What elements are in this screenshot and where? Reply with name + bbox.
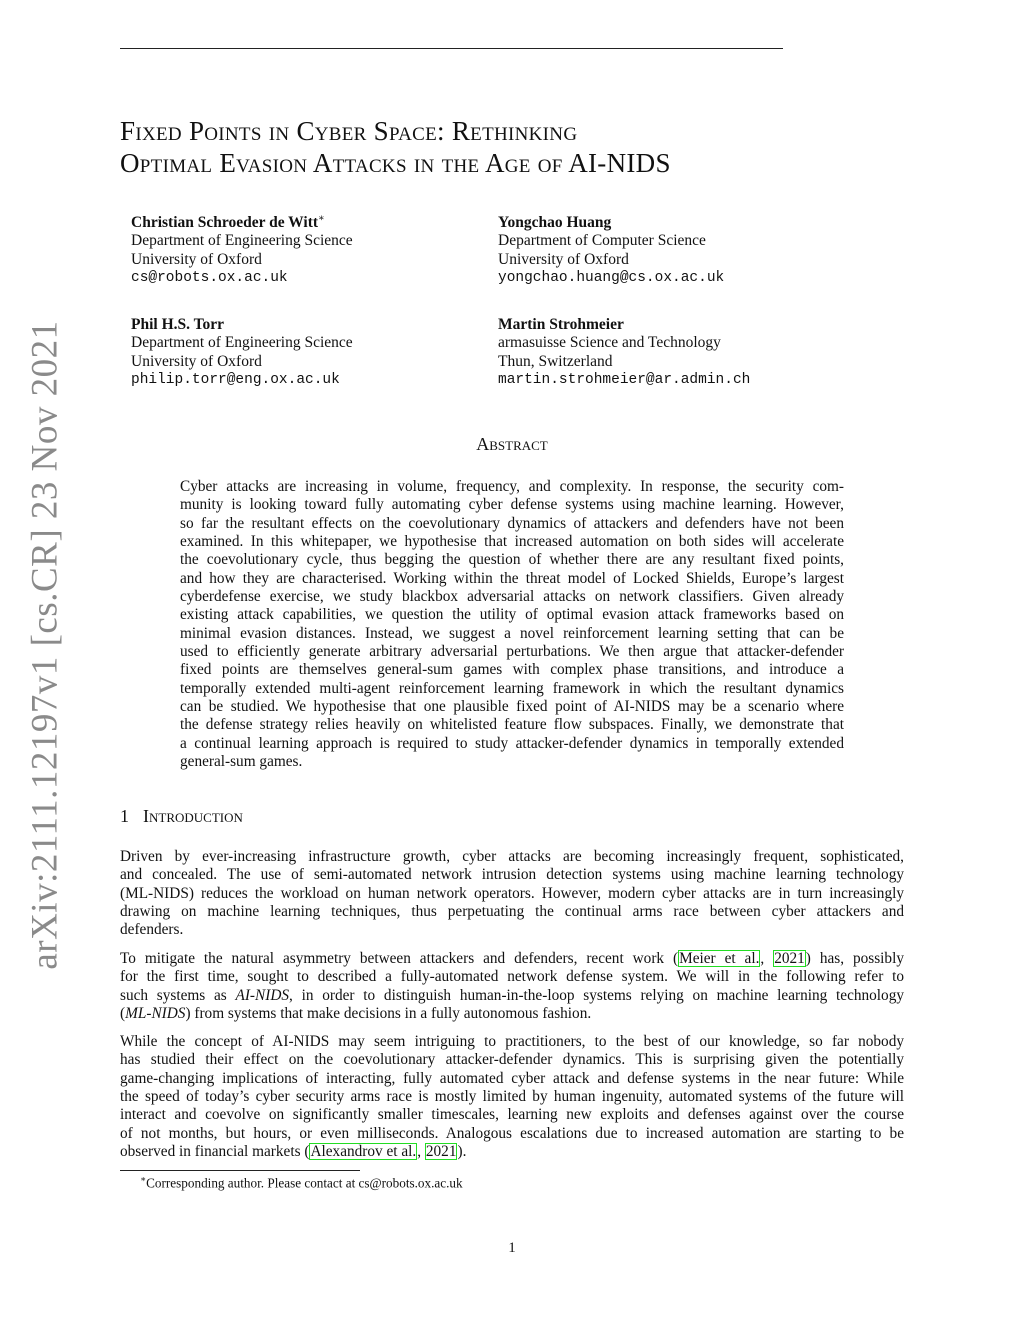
- author-name: [131, 312, 353, 334]
- abstract-line: fixed points are themselves general-sum games with complex phase transitions, and introduce a: [180, 661, 844, 679]
- author-affiliation: University of Oxford: [131, 250, 262, 268]
- text-run: drawing on machine learning techniques, thus perpetuating the continual arms race between cyber attackers and: [120, 903, 904, 921]
- paragraph-line: [120, 1033, 904, 1051]
- paragraph-line: [120, 848, 904, 866]
- paragraph-line: [120, 1070, 904, 1088]
- text-run: the speed of today’s cyber security arms race is mostly limited by human ingenuity, automated systems of the future will: [120, 1088, 904, 1106]
- text-run: ,: [417, 1143, 425, 1161]
- footnote-rule: [120, 1170, 360, 1171]
- section-title: Introduction: [143, 806, 243, 826]
- text-run: To mitigate the natural asymmetry between attackers and defenders, recent work (: [120, 950, 679, 967]
- abstract-line: the defense strategy relies heavily on whitelisted feature flow subspaces. Finally, we demonstrate that: [180, 716, 844, 734]
- section-number: 1: [120, 806, 129, 826]
- author-name-text: Phil H.S. Torr: [131, 316, 225, 334]
- paragraph-line: [120, 987, 904, 1005]
- author-block: [498, 210, 724, 287]
- text-run: Driven by ever-increasing infrastructure growth, cyber attacks are becoming increasingly frequent, sophisticated,: [120, 848, 904, 865]
- intro-paragraph: [120, 1033, 904, 1161]
- author-affiliation: University of Oxford: [498, 250, 629, 268]
- author-name-text: Christian Schroeder de Witt: [131, 214, 319, 232]
- paragraph-line: [120, 1051, 904, 1069]
- citation-link[interactable]: Meier et al.: [679, 950, 760, 967]
- section-heading-introduction: [120, 806, 243, 827]
- emphasis-text: ML-NIDS: [125, 1005, 186, 1023]
- author-name: [498, 210, 724, 232]
- footnote-mark: ∗: [140, 1174, 147, 1184]
- citation-link[interactable]: 2021: [774, 950, 805, 967]
- text-run: While the concept of AI-NIDS may seem intriguing to practitioners, to the best of our knowledge, so far nobody: [120, 1033, 904, 1050]
- paragraph-line: [120, 866, 904, 884]
- paragraph-line: [120, 1143, 904, 1161]
- abstract-line: Cyber attacks are increasing in volume, frequency, and complexity. In response, the security com-: [180, 478, 844, 495]
- abstract-line: munity is looking toward fully automating cyber defense systems using machine learning. However,: [180, 496, 844, 514]
- text-run: ) has, possibly: [805, 950, 904, 967]
- paragraph-line: [120, 968, 904, 986]
- citation-link[interactable]: 2021: [425, 1143, 457, 1161]
- author-department: Department of Computer Science: [498, 232, 706, 250]
- arxiv-sidebar-id: arXiv:2111.12197v1 [cs.CR] 23 Nov 2021: [24, 320, 66, 970]
- author-email: martin.strohmeier@ar.admin.ch: [498, 372, 751, 389]
- author-email: yongchao.huang@cs.ox.ac.uk: [498, 270, 725, 287]
- paragraph-line: [120, 1106, 904, 1124]
- author-block: [131, 312, 353, 389]
- author-department: Department of Engineering Science: [131, 334, 353, 352]
- author-name: [131, 210, 353, 232]
- paragraph-line: [120, 1125, 904, 1143]
- text-run: ) from systems that make decisions in a fully autonomous fashion.: [185, 1005, 592, 1023]
- abstract-line: examined. In this whitepaper, we hypothesise that increased automation on both sides will accelerate: [180, 533, 844, 551]
- text-run: has studied their effect on the coevolutionary attacker-defender dynamics. This is surprising given the potentially: [120, 1051, 904, 1069]
- footnote: [140, 1174, 463, 1191]
- paragraph-line: [120, 1088, 904, 1106]
- paragraph-line: [120, 903, 904, 921]
- author-name: [498, 312, 750, 334]
- abstract-line: and how they are characterised. Working within the threat model of Locked Shields, Europe’s largest: [180, 569, 844, 587]
- intro-paragraph: [120, 950, 904, 1023]
- emphasis-text: AI-NIDS: [235, 986, 290, 1004]
- text-run: defenders.: [120, 921, 184, 939]
- author-block: [131, 210, 353, 287]
- citation-link[interactable]: Alexandrov et al.: [310, 1143, 417, 1161]
- abstract-line: cyberdefense exercise, we study blackbox adversarial attacks on network classifiers. Given already: [180, 588, 844, 606]
- text-run: such systems as: [120, 986, 236, 1004]
- author-block: [498, 312, 750, 389]
- paper-title-line-2: Optimal Evasion Attacks in the Age of AI-NIDS: [120, 148, 671, 178]
- author-email: philip.torr@eng.ox.ac.uk: [131, 372, 340, 389]
- top-rule: [120, 48, 783, 49]
- intro-paragraph: [120, 848, 904, 940]
- abstract-body: [180, 478, 844, 772]
- paragraph-line: [120, 1005, 904, 1023]
- abstract-line: minimal evasion distances. Instead, we suggest a novel reinforcement learning setting that can be: [180, 624, 844, 642]
- text-run: for the first time, sought to described a fully-automated network defense system. We will in the following refer to: [120, 968, 904, 986]
- paragraph-line: [120, 950, 904, 968]
- page-number: 1: [508, 1240, 516, 1256]
- abstract-line: general-sum games.: [180, 753, 303, 771]
- text-run: and concealed. The use of semi-automated network intrusion detection systems using machine learning technology: [120, 866, 904, 884]
- paper-title-line-1: Fixed Points in Cyber Space: Rethinking: [120, 116, 578, 146]
- footnote-text: Corresponding author. Please contact at cs@robots.ox.ac.uk: [146, 1175, 463, 1191]
- author-name-text: Yongchao Huang: [498, 214, 612, 232]
- author-name-text: Martin Strohmeier: [498, 316, 624, 334]
- text-run: ,: [760, 950, 774, 967]
- paragraph-line: [120, 885, 904, 903]
- author-affiliation: University of Oxford: [131, 352, 262, 370]
- abstract-line: existing attack capabilities, we question the utility of optimal evasion attack frameworks based on: [180, 606, 844, 624]
- author-department: Department of Engineering Science: [131, 232, 353, 250]
- abstract-line: so far the resultant effects on the coevolutionary dynamics of attackers and defenders have not been: [180, 514, 844, 532]
- text-run: game-changing implications of interacting, fully automated cyber attack and defense systems in the near future: While: [120, 1069, 904, 1087]
- text-run: of not months, but hours, or even milliseconds. Analogous escalations due to increased automation are starting to be: [120, 1124, 904, 1142]
- text-run: (ML-NIDS) reduces the workload on human network operators. However, modern cyber attacks are in turn increasingly: [120, 884, 904, 902]
- text-run: ).: [457, 1143, 467, 1161]
- author-department: armasuisse Science and Technology: [498, 334, 721, 352]
- text-run: interact and coevolve on significantly smaller timescales, learning new exploits and defenses against over the course: [120, 1106, 904, 1124]
- text-run: , in order to distinguish human-in-the-loop systems relying on machine learning technology: [289, 986, 904, 1004]
- abstract-line: temporally extended multi-agent reinforcement learning framework in which the resultant dynamics: [180, 679, 844, 697]
- text-run: (: [120, 1005, 126, 1023]
- author-affiliation: Thun, Switzerland: [498, 352, 613, 370]
- text-run: observed in financial markets (: [120, 1143, 310, 1161]
- paragraph-line: [120, 921, 904, 939]
- abstract-line: the coevolutionary cycle, thus begging the question of whether there are any resultant fixed points,: [180, 551, 844, 569]
- abstract-line: can be studied. We hypothesise that one plausible fixed point of AI-NIDS may be a scenario where: [180, 698, 844, 716]
- author-email: cs@robots.ox.ac.uk: [131, 270, 288, 287]
- abstract-line: a continual learning approach is required to study attacker-defender dynamics in temporally extended: [180, 734, 844, 752]
- abstract-heading: Abstract: [476, 434, 548, 454]
- abstract-line: used to efficiently generate arbitrary adversarial perturbations. We then argue that attacker-defender: [180, 643, 844, 661]
- author-mark: ∗: [318, 213, 325, 224]
